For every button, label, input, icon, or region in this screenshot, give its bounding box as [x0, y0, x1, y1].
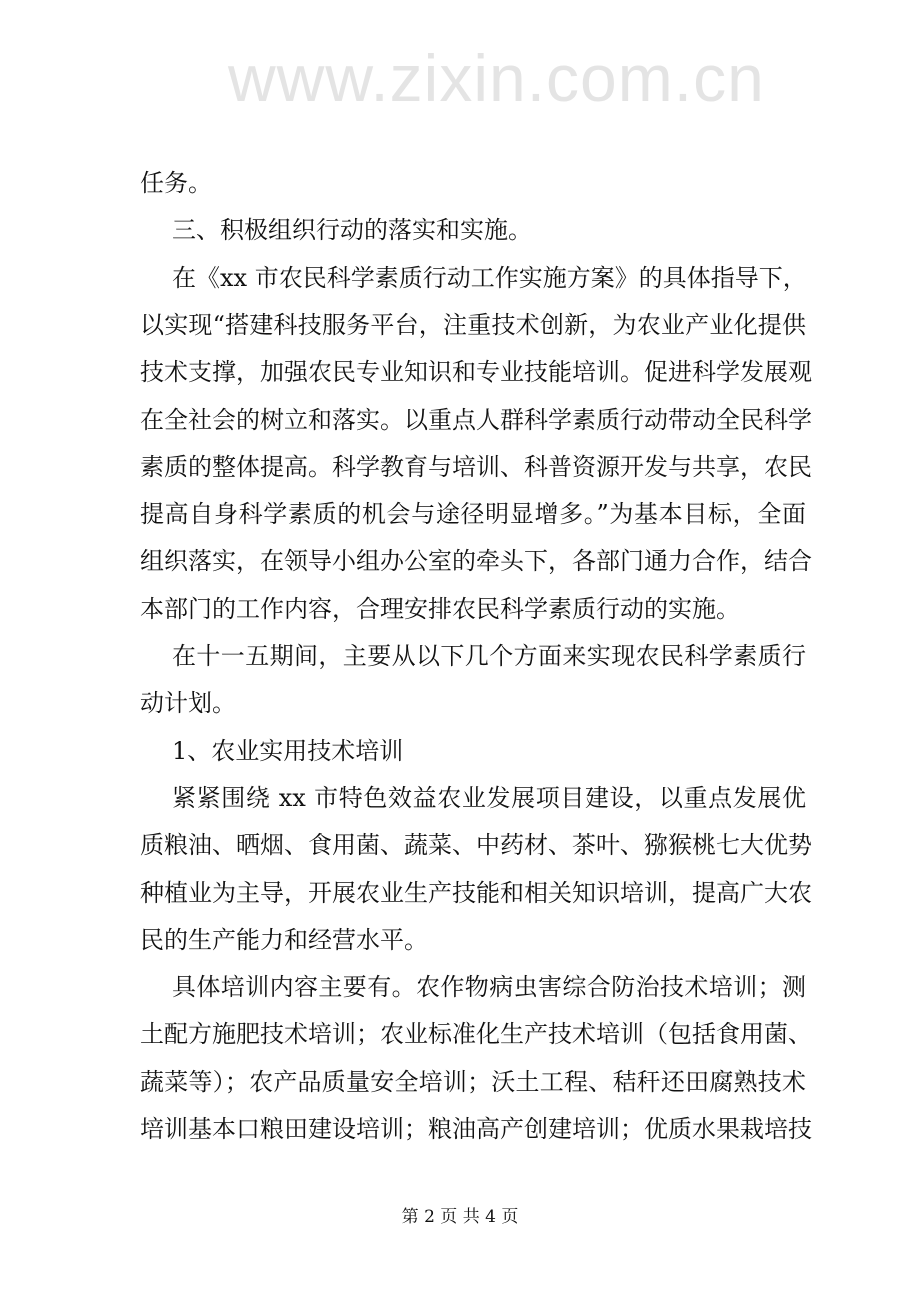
- watermark: www.zixin.com.cn: [228, 41, 765, 115]
- text-line: 在全社会的树立和落实。以重点人群科学素质行动带动全民科学: [140, 405, 812, 434]
- text-line: 民的生产能力和经营水平。: [140, 925, 428, 954]
- text-line: 在十一五期间，主要从以下几个方面来实现农民科学素质行: [172, 642, 806, 670]
- page-footer: 第 2 页 共 4 页: [401, 1207, 519, 1227]
- text-line: 以实现“搭建科技服务平台，注重技术创新，为农业产业化提供: [140, 310, 806, 339]
- text-line: 种植业为主导，开展农业生产技能和相关知识培训，提高广大农: [140, 878, 812, 907]
- text-line: 培训基本口粮田建设培训；粮油高产创建培训；优质水果栽培技: [140, 1115, 812, 1143]
- text-line: 质粮油、晒烟、食用菌、蔬菜、中药材、茶叶、猕猴桃七大优势: [140, 831, 812, 860]
- text-line: 动计划。: [140, 689, 236, 718]
- text-line: 1、农业实用技术培训: [172, 736, 404, 765]
- text-line: 技术支撑，加强农民专业知识和专业技能培训。促进科学发展观: [140, 358, 812, 387]
- text-line: 蔬菜等）；农产品质量安全培训；沃土工程、秸秆还田腐熟技术: [140, 1067, 806, 1096]
- text-line: 土配方施肥技术培训；农业标准化生产技术培训（包括食用菌、: [140, 1020, 812, 1049]
- text-line: 提高自身科学素质的机会与途径明显增多。”为基本目标，全面: [140, 500, 806, 529]
- text-line: 具体培训内容主要有。农作物病虫害综合防治技术培训；测: [172, 973, 806, 1002]
- text-line: 本部门的工作内容，合理安排农民科学素质行动的实施。: [140, 594, 740, 623]
- text-line: 任务。: [140, 169, 212, 197]
- text-line: 素质的整体提高。科学教育与培训、科普资源开发与共享，农民: [140, 452, 812, 481]
- text-line: 紧紧围绕 xx 市特色效益农业发展项目建设，以重点发展优: [172, 783, 806, 812]
- text-line: 在《xx 市农民科学素质行动工作实施方案》的具体指导下，: [172, 263, 807, 292]
- text-line: 组织落实，在领导小组办公室的牵头下，各部门通力合作，结合: [140, 547, 812, 576]
- text-line: 三、积极组织行动的落实和实施。: [172, 216, 532, 245]
